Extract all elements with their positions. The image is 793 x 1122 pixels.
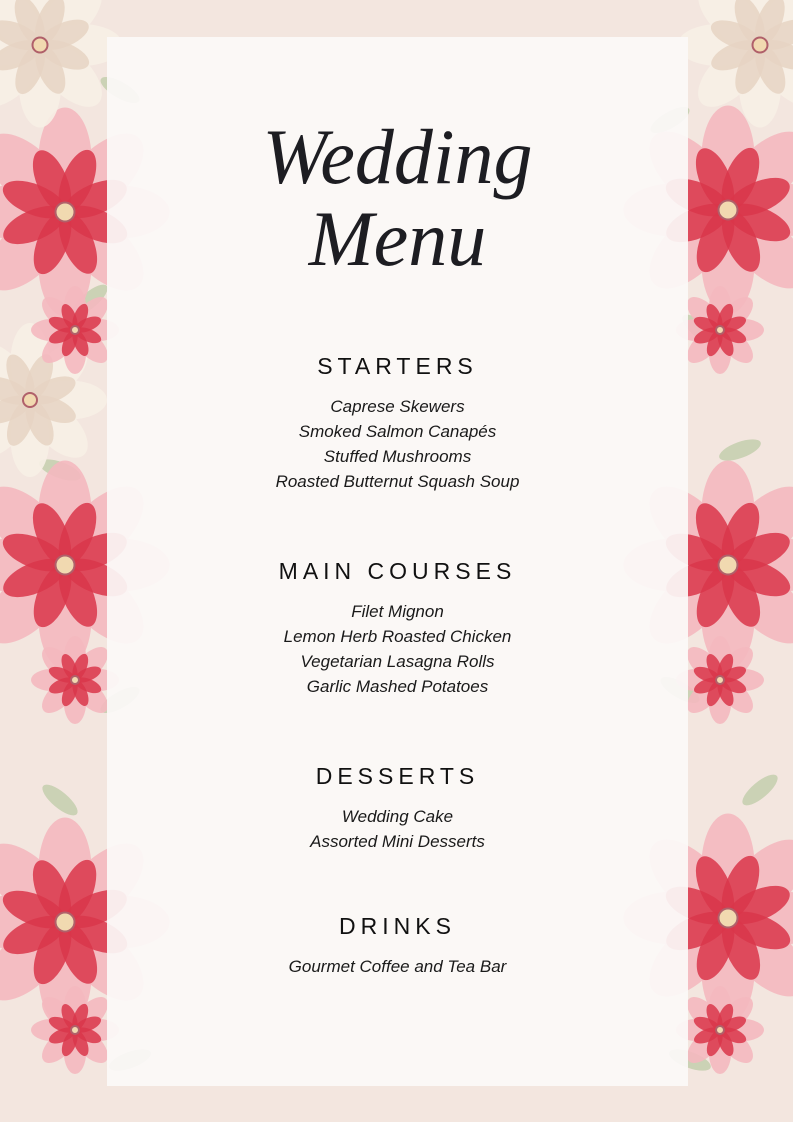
section-starters <box>107 352 688 494</box>
menu-item: Smoked Salmon Canapés <box>298 422 497 441</box>
leaf-icon <box>717 435 764 465</box>
flower-icon <box>676 986 764 1074</box>
section-desserts <box>107 762 688 854</box>
menu-item: Assorted Mini Desserts <box>310 832 485 851</box>
menu-item: Stuffed Mushrooms <box>323 447 472 466</box>
section-heading: DRINKS <box>339 913 456 939</box>
section-heading: DESSERTS <box>315 763 480 789</box>
leaf-icon <box>38 780 82 821</box>
flower-icon <box>676 286 764 374</box>
title-wedding: Wedding <box>262 113 533 200</box>
menu-item: Caprese Skewers <box>330 397 465 416</box>
menu-item: Lemon Herb Roasted Chicken <box>283 627 512 646</box>
section-drinks <box>107 912 688 979</box>
section-heading: STARTERS <box>317 353 478 379</box>
menu-item: Filet Mignon <box>351 602 444 621</box>
menu-item: Gourmet Coffee and Tea Bar <box>288 957 507 976</box>
menu-item: Roasted Butternut Squash Soup <box>275 472 520 491</box>
flower-icon <box>31 986 119 1074</box>
menu-item: Vegetarian Lasagna Rolls <box>300 652 495 671</box>
flower-icon <box>31 286 119 374</box>
flower-icon <box>676 636 764 724</box>
title-menu: Menu <box>308 195 487 282</box>
menu-item: Garlic Mashed Potatoes <box>306 677 489 696</box>
section-main-courses <box>107 557 688 699</box>
section-heading: MAIN COURSES <box>278 558 517 584</box>
menu-item: Wedding Cake <box>341 807 454 826</box>
flower-icon <box>31 636 119 724</box>
leaf-icon <box>738 770 782 811</box>
